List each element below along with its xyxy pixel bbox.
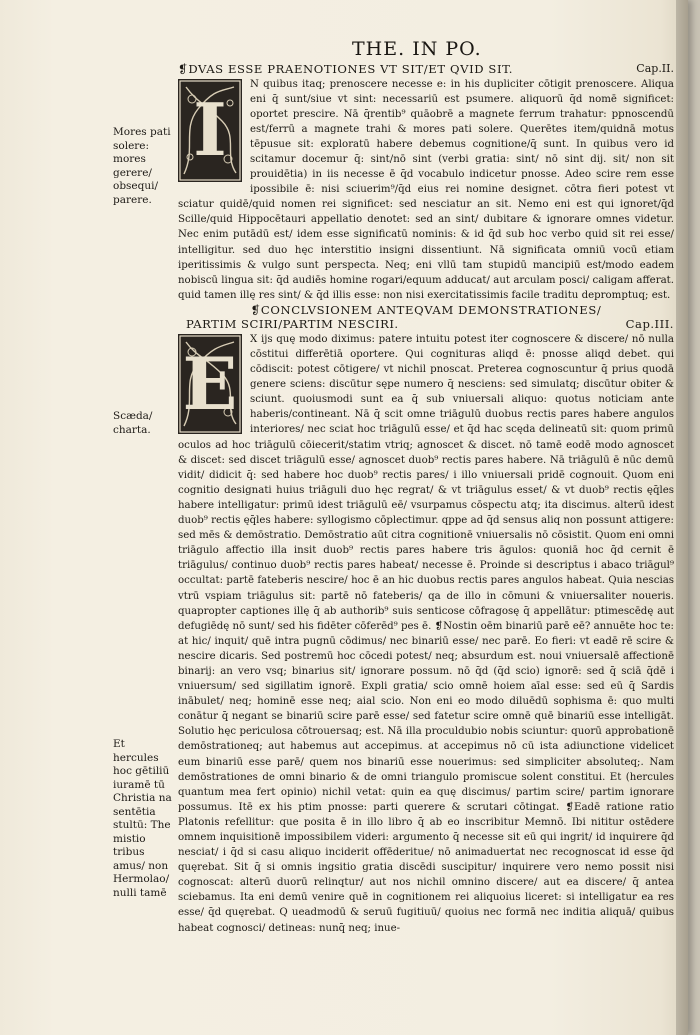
chapter-2-title: ❡DVAS ESSE PRAENOTIONES VT SIT/ET QVID SIT. bbox=[178, 62, 514, 76]
chapter-3-heading-line2 bbox=[178, 317, 674, 332]
chapter-3-title: PARTIM SCIRI/PARTIM NESCIRI. bbox=[186, 317, 399, 332]
initial-letter-i: I bbox=[193, 87, 227, 172]
running-head: THE. IN PO. bbox=[352, 38, 482, 60]
decorated-initial-e bbox=[178, 334, 242, 434]
chapter-3-heading-line1: ❡CONCLVSIONEM ANTEQVAM DEMONSTRATIONES/ bbox=[250, 302, 602, 317]
chapter-3-label: Cap.III. bbox=[625, 317, 674, 332]
margin-note-scaeda: Scæda/ charta. bbox=[113, 410, 153, 436]
chapter-2-label: Cap.II. bbox=[636, 62, 674, 75]
decorated-initial-i bbox=[178, 79, 242, 182]
margin-note-mores: Mores pati solere: mores gerere/ obsequi/ parere. bbox=[113, 126, 171, 206]
page-edge bbox=[676, 0, 688, 1035]
chapter-2-heading bbox=[178, 62, 674, 77]
chapter-2-text: N quibus itaq; prenoscere necesse e: in his dupliciter cōtigit prenoscere. Aliqua eni q̄ sunt/siue vt sint: necessariū est psumere. aliquorū q̄d nomē significet: oportet prescire. Nā q̄rentib⁹ quāobrē a magnete ferrum trahatur: ppnoscendū est/ferrū a magnete trahi & mores pati solere. Querētes item/quidnā motus tēpusue sit: exploratū habere debemus cognitione/q̄ sunt. In quibus vero id scitamur docemur q̄: sint/nō sint (verbi gratia: sint/ nō sint dij. sit/ non sit prouidētia) in iis necesse ē q̄d vocabulo indicetur pnosse. Adeo scire rem esse ipossibile ē: nisi sciuerim⁹/q̄d eius rei nomine designet. cōtra fieri potest vt sciatur quidē/quid nomen rei significet: sed nesciatur an sit. Nemo eni est qui ignoret/q̄d Scille/quid Hippocētauri appellatio denotet: sed an sint/ dubitare & ignorare omnes videtur. Nec enim putādū est/ idem esse significatū nominis: & id q̄d sub hoc verbo quid sit rei esse/ intelligitur. sed duo hęc interstitio insigni dissentiunt. Nā significata omniū vocū etiam iperitissimis & vulgo sunt perspecta. Neq; eni vllū tam stupidū mancipiū est/modo eadem nobiscū lingua sit: q̄d audiēs homine rogari/equum adducat/ aut arculam posci/ caligam afferat. quid tamen illę res sint/ & q̄d illis esse: non nisi exercitatissimis facile traditu depromptuq; est. bbox=[178, 78, 674, 301]
chapter-3-text: X ijs quę modo diximus: patere intuitu potest iter cognoscere & discere/ nō nulla cōstitui differētiā oportere. Qui cognituras aliqd ē: pnosse aliqd debet. qui cōdiscit: potest cōtigere/ vt nichil pnoscat. Preterea cognoscuntur q̄ prius quodā genere sciens: discūtur sępe numero q̄ nesciens: sed simulatq; discūtur obiter & sciunt. quoiusmodi sunt ea q̄ sub vniuersali aliquo: quotus noticiam ante haberis/contineant. Nā q̄ scit omne triāgulū duobus rectis pares habere angulos interiores/ nec sciat hoc triāgulū esse/ et q̄d hac scęda delineatū sit: quom primū oculos ad hoc triāgulū cōiecerit/statim vtriq; agnoscet & discet. nō tamē eodē modo agnoscet & discet: sed discet triāgulū esse/ agnoscet duob⁹ rectis pares habere. Nā triāgulū ē nūc demū vidit/ didicit q̄: sed habere hoc duob⁹ rectis pares/ i illo vniuersali pridē cognouit. Quom eni cognitio designati huius triāguli duo hęc regrat/ & vt triāgulus esset/ & vt duob⁹ rectis ęq̄les habere intelligatur: primū idest triāgulū eē/ vsurpamus cōspectu atq; ita discimus. alterū idest duob⁹ rectis ęq̄les habere: syllogismo cōplectimur. qppe ad q̄d sensus aliq non possunt attigere: sed mēs & demōstratio. Demōstratio aūt citra cognitionē vniuersalis nō cōsistit. Quom eni omni triāgulo affectio illa insit duob⁹ rectis pares habere tris āgulos: quoniā hoc q̄d cernit ē triāgulus/ continuo duob⁹ rectis pares habeat/ necesse ē. Proinde si descriptus i abaco triāgul⁹ occultat: partē fateberis nescire/ hoc ē an hic duobus rectis pares angulos habeat. Quia nescias vtrū vspiam triāgulus sit: partē nō fateberis/ qa de illo in cōmuni & vniuersaliter noueris. quapropter captiones illę q̄ ab authorib⁹ suis senticose cōfragosę q̄ appellātur: ptimescēdę aut defugiēdę nō sunt/ sed his fidēter cōferēd⁹ pes ē. ❡Nostin oēm binariū parē eē? annuēte hoc te: at hic/ inquit/ quē intra pugnū cōdimus/ nec binariū esse/ nec parē. Eo fieri: vt eadē rē scire & nescire dicaris. Sed postremū hoc cōcedi potest/ neq; absurdum est. noui vniuersalē affectionē binarij: an vero vsq; binarius sit/ ignorare possum. nō q̄d (q̄d scio) ignorē: sed q̄ sciā q̄dē i vniuersum/ sed sigillatim ignorē. Expli gratia/ scio omnē hoiem aīal esse: sed eū q̄ Sardis inābulet/ neq; hominē esse neq; aial scio. Non eni eo modo diluēdū sophisma ē: quo multi conātur q̄ negant se binariū scire parē esse/ sed fatetur scire omnē quē binariū esse intelligāt. Solutio hęc periculosa cōtrouersaq; est. Nā illa proculdubio nobis sciuntur: quorū approbationē demōstrationeq; aut habemus aut accepimus. at accepimus nō cū ista adiunctione videlicet eum binariū esse parē/ quem nos binariū esse nouerimus: sed simpliciter absoluteq;. Nam demōstrationes de omni binario & de omni triangulo promiscue solent constitui. Et (hercules quantum mea fert opinio) nichil vetat: quin ea quę discimus/ partim scire/ partim ignorare possumus. Itē ex his ptim pnosse: parti querere & scrutari cōtingat. ❡Eadē ratione ratio Platonis refellitur: que posita ē in illo libro q̄ ab eo inscribitur Memnō. Ibi nititur ostēdere omnem inquisitionē impossibilem videri: argumento q̄ necesse sit eū qui ingrit/ id inquirere q̄d nesciat/ i q̄d si casu aliquo inciderit offēderitue/ nō animaduertat nec recognoscat id esse q̄d quęrebat. Sit q̄ si omnis ingsitio gratia discēdi suscipitur/ inquirere vero nemo possit nisi cognoscat: alterū duorū relinqtur/ aut nos nichil omnino discere/ aut ea discere/ q̄ antea sciebamus. Ita eni demū venire quē in cognitionem rei aliquoius liceret: si intelligatur ea res esse/ q̄d quęrebat. Q ueadmodū & seruū fugitiuū/ quoius nec formā nec inditia aliquā/ quibus habeat cognosci/ detineas: nunq̄ neq; inue- bbox=[178, 333, 674, 934]
margin-note-hercules: Et hercules hoc gētiliū iuramē tū Christia na sentētia stultū: The mistio tribus amus/ non Hermolao/ nulli tamē bbox=[113, 738, 172, 899]
initial-letter-e: E bbox=[182, 340, 238, 426]
main-text bbox=[178, 62, 674, 936]
